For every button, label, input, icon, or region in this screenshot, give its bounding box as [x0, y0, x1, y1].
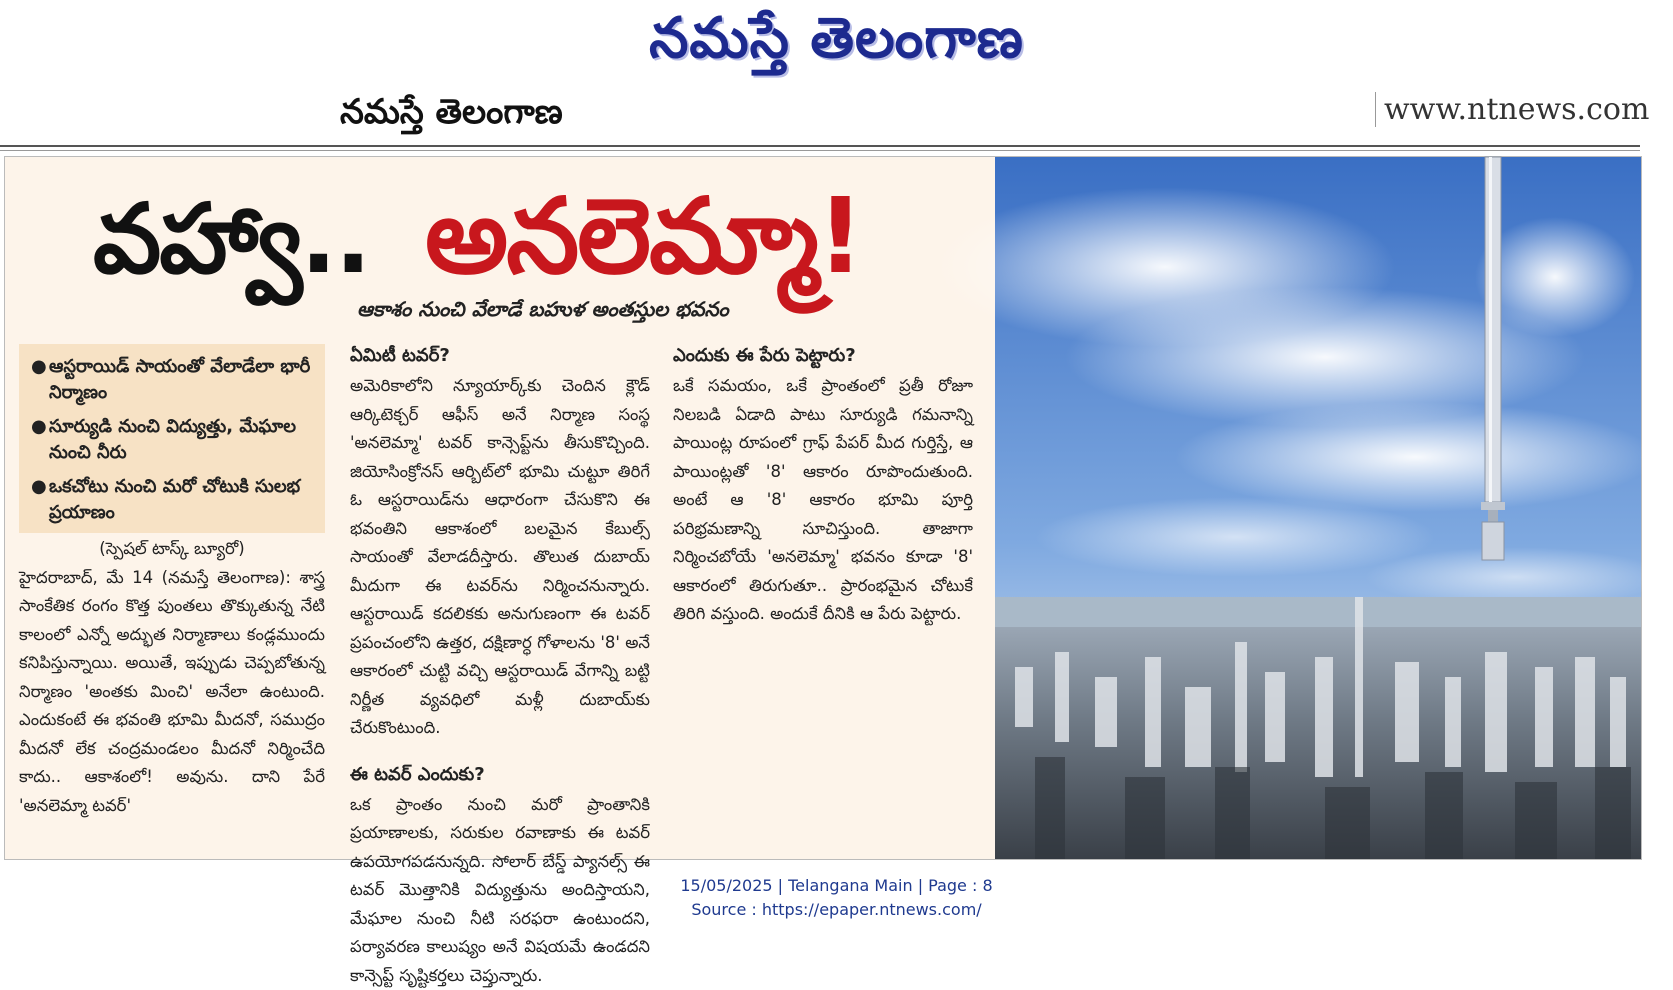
headline-part-2: అనలెమ్మా! [425, 175, 862, 323]
header-rule [0, 145, 1640, 147]
highlight-text: సూర్యుడి నుంచి విద్యుత్తు, మేఘాల నుంచి నీరు [49, 416, 296, 463]
highlight-text: ఒకచోటు నుంచి మరో చోటుకి సులభ ప్రయాణం [49, 476, 300, 523]
masthead-title: నమస్తే తెలంగాణ [0, 6, 1673, 85]
headline-part-1: వహ్వా.. [93, 183, 369, 319]
intro-paragraph: హైదరాబాద్, మే 14 (నమస్తే తెలంగాణ): శాస్త్ర సాంకేతిక రంగం కొత్త పుంతలు తొక్కుతున్న నేటి కాలంలో ఎన్నో అద్భుత నిర్మాణాలు కండ్లముందు కనిపిస్తున్నాయి. అయితే, ఇప్పుడు చెప్పబోతున్న నిర్మాణం 'అంతకు మించి' అనేలా ఉంటుంది. ఎందుకంటే ఈ భవంతి భూమి మీదనో, సముద్రం మీదనో లేక చంద్రమండలం మీదనో నిర్మించేది కాదు.. ఆకాశంలో! అవును. దాని పేరే 'అనలెమ్మా టవర్' [19, 564, 325, 821]
bureau-credit: (స్పెషల్ టాస్క్ బ్యూరో) [19, 535, 325, 564]
sub-masthead-title: నమస్తే తెలంగాణ [340, 92, 563, 140]
highlights-box [19, 344, 325, 533]
website-url[interactable]: www.ntnews.com [1375, 92, 1649, 127]
tower-photo [995, 157, 1641, 859]
bullet-icon: ● [31, 414, 47, 440]
article-column-1 [19, 535, 325, 820]
tower-illustration [995, 157, 1641, 859]
highlight-item [19, 354, 325, 406]
article-panel [4, 156, 1642, 860]
bullet-icon: ● [31, 474, 47, 500]
highlight-text: ఆస్టరాయిడ్ సాయంతో వేలాడేలా భారీ నిర్మాణం [49, 356, 310, 403]
section-body-why: ఒక ప్రాంతం నుంచి మరో ప్రాంతానికి ప్రయాణాలకు, సరుకుల రవాణాకు ఈ టవర్ ఉపయోగపడనున్నది. సోలార్ బేస్డ్ ప్యానల్స్ ఈ టవర్ మొత్తానికి విద్యుత్తును అందిస్తాయని, మేఘాల నుంచి నీటి సరఫరా ఉంటుందని, పర్యావరణ కాలుష్యం అనే విషయమే ఉండదని కాన్సెప్ట్ సృష్టికర్తలు చెప్తున్నారు. [350, 791, 650, 990]
section-heading-why: ఈ టవర్ ఎందుకు? [350, 761, 650, 789]
footer-source-link[interactable]: Source : https://epaper.ntnews.com/ [0, 900, 1673, 919]
bullet-icon: ● [31, 354, 47, 380]
highlight-item [19, 414, 325, 466]
header-rule-thin [0, 150, 1640, 151]
section-heading-name: ఎందుకు ఈ పేరు పెట్టారు? [673, 342, 973, 370]
article-column-3 [673, 342, 973, 629]
highlight-item [19, 474, 325, 526]
subheadline: ఆకాశం నుంచి వేలాడే బహుళ అంతస్తుల భవనం [357, 297, 729, 326]
section-heading-what: ఏమిటీ టవర్? [350, 342, 650, 370]
footer-date-edition: 15/05/2025 | Telangana Main | Page : 8 [0, 876, 1673, 895]
section-body-name: ఒకే సమయం, ఒకే ప్రాంతంలో ప్రతీ రోజూ నిలబడి ఏడాది పాటు సూర్యుడి గమనాన్ని పాయింట్ల రూపంలో గ్రాఫ్ పేపర్ మీద గుర్తిస్తే, ఆ పాయింట్లతో '8' ఆకారం రూపొందుతుంది. అంటే ఆ '8' ఆకారం భూమి పూర్తి పరిభ్రమణాన్ని సూచిస్తుంది. తాజాగా నిర్మించబోయే 'అనలెమ్మా' భవనం కూడా '8' ఆకారంలో తిరుగుతూ.. ప్రారంభమైన చోటుకే తిరిగి వస్తుంది. అందుకే దీనికి ఆ పేరు పెట్టారు. [673, 372, 973, 629]
section-body-what: అమెరికాలోని న్యూయార్క్‌కు చెందిన క్లౌడ్ ఆర్కిటెక్చర్ ఆఫీస్ అనే నిర్మాణ సంస్థ 'అనలెమ్మా' టవర్ కాన్సెప్ట్‌ను తీసుకొచ్చింది. జియోసింక్రోనస్ ఆర్బిట్‌లో భూమి చుట్టూ తిరిగే ఓ ఆస్టరాయిడ్‌ను ఆధారంగా చేసుకొని ఈ భవంతిని ఆకాశంలో బలమైన కేబుల్స్ సాయంతో వేలాడదీస్తారు. తొలుత దుబాయ్ మీదుగా ఈ టవర్‌ను నిర్మించనున్నారు. ఆస్టరాయిడ్ కదలికకు అనుగుణంగా ఈ టవర్ ప్రపంచంలోని ఉత్తర, దక్షిణార్ధ గోళాలను '8' అనే ఆకారంలో చుట్టి వచ్చి ఆస్టరాయిడ్ వేగాన్ని బట్టి నిర్ణీత వ్యవధిలో మళ్లీ దుబాయ్‌కు చేరుకొంటుంది. [350, 372, 650, 743]
